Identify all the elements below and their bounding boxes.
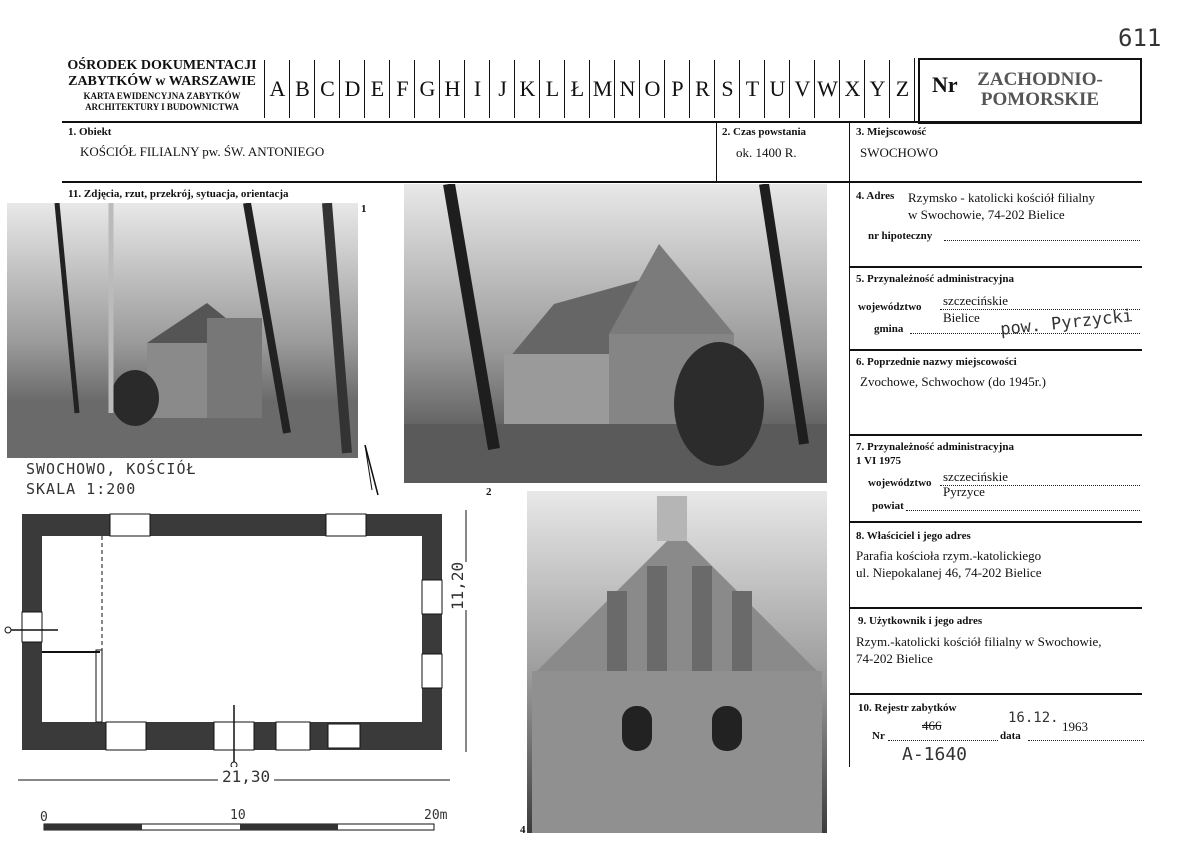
photo-4-number: 4 <box>520 824 526 836</box>
institution-block <box>62 58 262 113</box>
index-letter: G <box>414 60 440 118</box>
owner-label: 8. Właściciel i jego adres <box>856 530 971 542</box>
district-value: Pyrzyce <box>943 484 985 499</box>
index-letter: N <box>614 60 640 118</box>
index-letter: X <box>839 60 865 118</box>
register-date-label: data <box>1000 730 1021 742</box>
index-letter: Y <box>864 60 890 118</box>
index-letter: R <box>689 60 715 118</box>
form-subtitle-2: ARCHITEKTURY I BUDOWNICTWA <box>85 102 239 112</box>
user-line-2: 74-202 Bielice <box>856 651 933 666</box>
photo-church-exterior <box>404 184 827 483</box>
photo-2-number: 2 <box>486 486 492 498</box>
index-letter: W <box>814 60 840 118</box>
register-number-label: Nr <box>872 730 885 742</box>
scale-bar-ten: 10 <box>230 808 246 823</box>
photo-1-number: 1 <box>361 203 367 215</box>
photos-section-label: 11. Zdjęcia, rzut, przekrój, sytuacja, orientacja <box>68 188 289 200</box>
photo-church-side-view <box>7 203 358 458</box>
index-letter: B <box>289 60 315 118</box>
index-letter: A <box>264 60 290 118</box>
voivodeship-1975-value: szczecińskie <box>943 469 1008 484</box>
form-subtitle-1: KARTA EWIDENCYJNA ZABYTKÓW <box>83 91 241 101</box>
object-label: 1. Obiekt <box>68 126 112 138</box>
previous-names-label: 6. Poprzednie nazwy miejscowości <box>856 356 1017 368</box>
plan-width-dimension: 21,30 <box>218 767 274 786</box>
owner-line-2: ul. Niepokalanej 46, 74-202 Bielice <box>856 565 1042 580</box>
locality-label: 3. Miejscowość <box>856 126 927 138</box>
commune-label: gmina <box>874 323 904 335</box>
institution-name-2: ZABYTKÓW w WARSZAWIE <box>68 74 256 89</box>
index-letter: F <box>389 60 415 118</box>
index-letter: H <box>439 60 465 118</box>
voivodeship-value: szczecińskie <box>943 293 1008 308</box>
institution-name-1: OŚRODEK DOKUMENTACJI <box>67 58 257 73</box>
commune-value: Bielice <box>943 310 980 325</box>
nr-label: Nr <box>932 72 958 97</box>
scale-bar-zero: 0 <box>40 810 48 825</box>
plan-caption-1: SWOCHOWO, KOŚCIÓŁ <box>26 460 197 478</box>
index-letter: O <box>639 60 665 118</box>
admin-affiliation-label: 5. Przynależność administracyjna <box>856 273 1014 285</box>
user-label: 9. Użytkownik i jego adres <box>858 615 983 627</box>
register-label: 10. Rejestr zabytków <box>858 702 957 714</box>
register-old-number: 466 <box>922 718 942 733</box>
index-letter: S <box>714 60 740 118</box>
mortgage-number-label: nr hipoteczny <box>868 230 933 242</box>
index-letter: D <box>339 60 365 118</box>
creation-time-label: 2. Czas powstania <box>722 126 807 138</box>
index-letter: U <box>764 60 790 118</box>
register-date-handwritten: 16.12. <box>1008 710 1059 726</box>
index-letter: V <box>789 60 815 118</box>
admin-affiliation-1975-label: 7. Przynależność administracyjna <box>856 441 1014 453</box>
region-stamp: ZACHODNIO-POMORSKIE <box>977 69 1103 110</box>
address-label: 4. Adres <box>856 190 895 202</box>
owner-line-1: Parafia kościoła rzym.-katolickiego <box>856 548 1042 563</box>
register-year: 1963 <box>1062 719 1088 734</box>
index-letter: M <box>589 60 615 118</box>
index-letter: J <box>489 60 515 118</box>
register-new-number: A-1640 <box>902 744 968 765</box>
previous-names-value: Zvochowe, Schwochow (do 1945r.) <box>860 374 1046 389</box>
district-label: powiat <box>872 500 904 512</box>
creation-time-value: ok. 1400 R. <box>736 145 797 160</box>
index-letter: Ł <box>564 60 590 118</box>
sheet-number: 611 <box>1118 24 1162 52</box>
commune-handwritten: pow. Pyrzycki <box>999 306 1134 340</box>
index-letter: K <box>514 60 540 118</box>
index-letter: P <box>664 60 690 118</box>
plan-height-dimension: 11,20 <box>448 561 467 610</box>
index-letter: Z <box>889 60 915 118</box>
voivodeship-label: województwo <box>858 301 922 313</box>
index-letter: T <box>739 60 765 118</box>
index-letter: L <box>539 60 565 118</box>
user-line-1: Rzym.-katolicki kościół filialny w Swochowie, <box>856 634 1102 649</box>
index-letter: E <box>364 60 390 118</box>
voivodeship-1975-label: województwo <box>868 477 932 489</box>
object-value: KOŚCIÓŁ FILIALNY pw. ŚW. ANTONIEGO <box>80 144 325 159</box>
scale-bar-twenty: 20m <box>424 808 448 823</box>
nr-box <box>918 58 1142 124</box>
address-line-1: Rzymsko - katolicki kościół filialny <box>908 190 1096 205</box>
address-line-2: w Swochowie, 74-202 Bielice <box>908 207 1065 222</box>
plan-caption-2: SKALA 1:200 <box>26 480 137 498</box>
index-letter: I <box>464 60 490 118</box>
index-letter: C <box>314 60 340 118</box>
photo-church-gable <box>527 491 827 833</box>
locality-value: SWOCHOWO <box>860 145 938 160</box>
admin-1975-date: 1 VI 1975 <box>856 455 902 467</box>
